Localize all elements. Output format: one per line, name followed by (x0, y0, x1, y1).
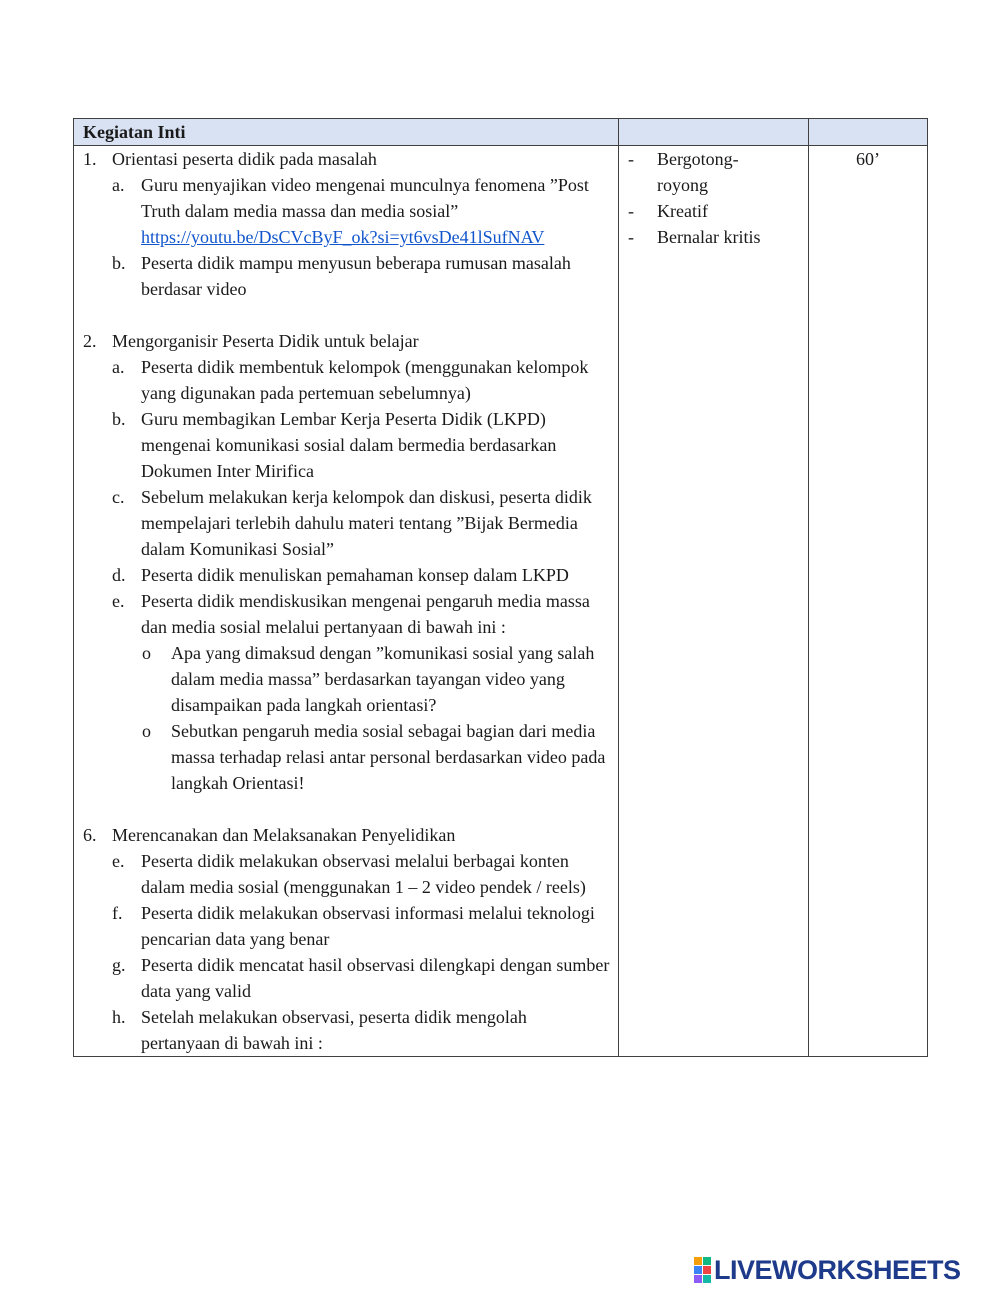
section-2 (83, 328, 610, 640)
item-text: Sebelum melakukan kerja kelompok dan diskusi, peserta didik mempelajari terlebih dahulu materi tentang ”Bijak Bermedia dalam Komunikasi Sosial” (141, 487, 592, 559)
section-title: Mengorganisir Peserta Didik untuk belajar (112, 331, 419, 351)
item-text: Peserta didik melakukan observasi informasi melalui teknologi pencarian data yang benar (141, 903, 595, 949)
value-text: Bergotong-royong (657, 149, 739, 195)
header-cell-values (619, 119, 809, 146)
lesson-table (73, 118, 928, 1057)
values-cell (619, 146, 809, 1057)
list-item: d. Peserta didik menuliskan pemahaman konsep dalam LKPD (112, 562, 610, 588)
question-text: Apa yang dimaksud dengan ”komunikasi sosial yang salah dalam media massa” berdasarkan tayangan video yang disampaikan pada langkah orientasi? (171, 643, 595, 715)
value-item: - Bergotong-royong (628, 146, 808, 198)
list-item: g. Peserta didik mencatat hasil observasi dilengkapi dengan sumber data yang valid (112, 952, 610, 1004)
item-text: Peserta didik mampu menyusun beberapa rumusan masalah berdasar video (141, 253, 571, 299)
header-cell-time (809, 119, 928, 146)
brand-name: LIVEWORKSHEETS (714, 1254, 961, 1285)
table-body-row (74, 146, 928, 1057)
section-number: 2. (83, 331, 97, 351)
value-text: Bernalar kritis (657, 227, 761, 247)
list-item: b. Guru membagikan Lembar Kerja Peserta Didik (LKPD) mengenai komunikasi sosial dalam bermedia berdasarkan Dokumen Inter Mirifica (112, 406, 610, 484)
list-item: c. Sebelum melakukan kerja kelompok dan diskusi, peserta didik mempelajari terlebih dahulu materi tentang ”Bijak Bermedia dalam Komunikasi Sosial” (112, 484, 610, 562)
item-text: Peserta didik melakukan observasi melalui berbagai konten dalam media sosial (menggunakan 1 – 2 video pendek / reels) (141, 851, 586, 897)
circle-bullet-icon: o (142, 721, 151, 741)
activity-cell (74, 146, 619, 1057)
list-item: b. Peserta didik mampu menyusun beberapa rumusan masalah berdasar video (112, 250, 610, 302)
liveworksheets-logo (694, 1256, 961, 1284)
section-number: 6. (83, 825, 97, 845)
item-text: Peserta didik membentuk kelompok (menggunakan kelompok yang digunakan pada pertemuan sebelumnya) (141, 357, 589, 403)
item-text: Guru membagikan Lembar Kerja Peserta Didik (LKPD) mengenai komunikasi sosial dalam bermedia berdasarkan Dokumen Inter Mirifica (141, 409, 557, 481)
list-item: a. Guru menyajikan video mengenai munculnya fenomena ”Post Truth dalam media massa dan media sosial” https://youtu.be/DsCVcByF_ok?si=yt6vsDe41lSufNAV (112, 175, 589, 247)
item-text: Peserta didik mendiskusikan mengenai pengaruh media massa dan media sosial melalui pertanyaan di bawah ini : (141, 591, 590, 637)
section-heading: Kegiatan Inti (83, 122, 186, 142)
logo-squares-icon (694, 1257, 711, 1283)
value-item: - Bernalar kritis (628, 224, 808, 250)
bullet-item (83, 640, 610, 718)
list-item: h. Setelah melakukan observasi, peserta didik mengolah pertanyaan di bawah ini : (112, 1004, 610, 1056)
item-text: Guru menyajikan video mengenai munculnya fenomena ”Post Truth dalam media massa dan media sosial” (141, 175, 589, 221)
item-text: Peserta didik mencatat hasil observasi dilengkapi dengan sumber data yang valid (141, 955, 610, 1001)
duration-text: 60’ (856, 149, 880, 169)
video-link[interactable]: https://youtu.be/DsCVcByF_ok?si=yt6vsDe41lSufNAV (141, 227, 545, 247)
section-title: Orientasi peserta didik pada masalah (112, 149, 377, 169)
section-6 (83, 822, 610, 1056)
value-item: - Kreatif (628, 198, 808, 224)
list-item: e. Peserta didik mendiskusikan mengenai pengaruh media massa dan media sosial melalui pertanyaan di bawah ini : (112, 588, 610, 640)
item-text: Setelah melakukan observasi, peserta didik mengolah pertanyaan di bawah ini : (141, 1007, 527, 1053)
question-text: Sebutkan pengaruh media sosial sebagai bagian dari media massa terhadap relasi antar personal berdasarkan video pada langkah Orientasi! (171, 721, 606, 793)
section-number: 1. (83, 149, 97, 169)
circle-bullet-icon: o (142, 643, 151, 663)
section-title: Merencanakan dan Melaksanakan Penyelidikan (112, 825, 456, 845)
bullet-item (83, 718, 610, 796)
table-header-row (74, 119, 928, 146)
section-1 (83, 146, 610, 302)
item-text: Peserta didik menuliskan pemahaman konsep dalam LKPD (141, 565, 569, 585)
list-item: e. Peserta didik melakukan observasi melalui berbagai konten dalam media sosial (menggunakan 1 – 2 video pendek / reels) (112, 848, 610, 900)
time-cell (809, 146, 928, 1057)
header-cell-activity (74, 119, 619, 146)
list-item: a. Peserta didik membentuk kelompok (menggunakan kelompok yang digunakan pada pertemuan sebelumnya) (112, 354, 610, 406)
value-text: Kreatif (657, 201, 708, 221)
list-item: f. Peserta didik melakukan observasi informasi melalui teknologi pencarian data yang benar (112, 900, 610, 952)
